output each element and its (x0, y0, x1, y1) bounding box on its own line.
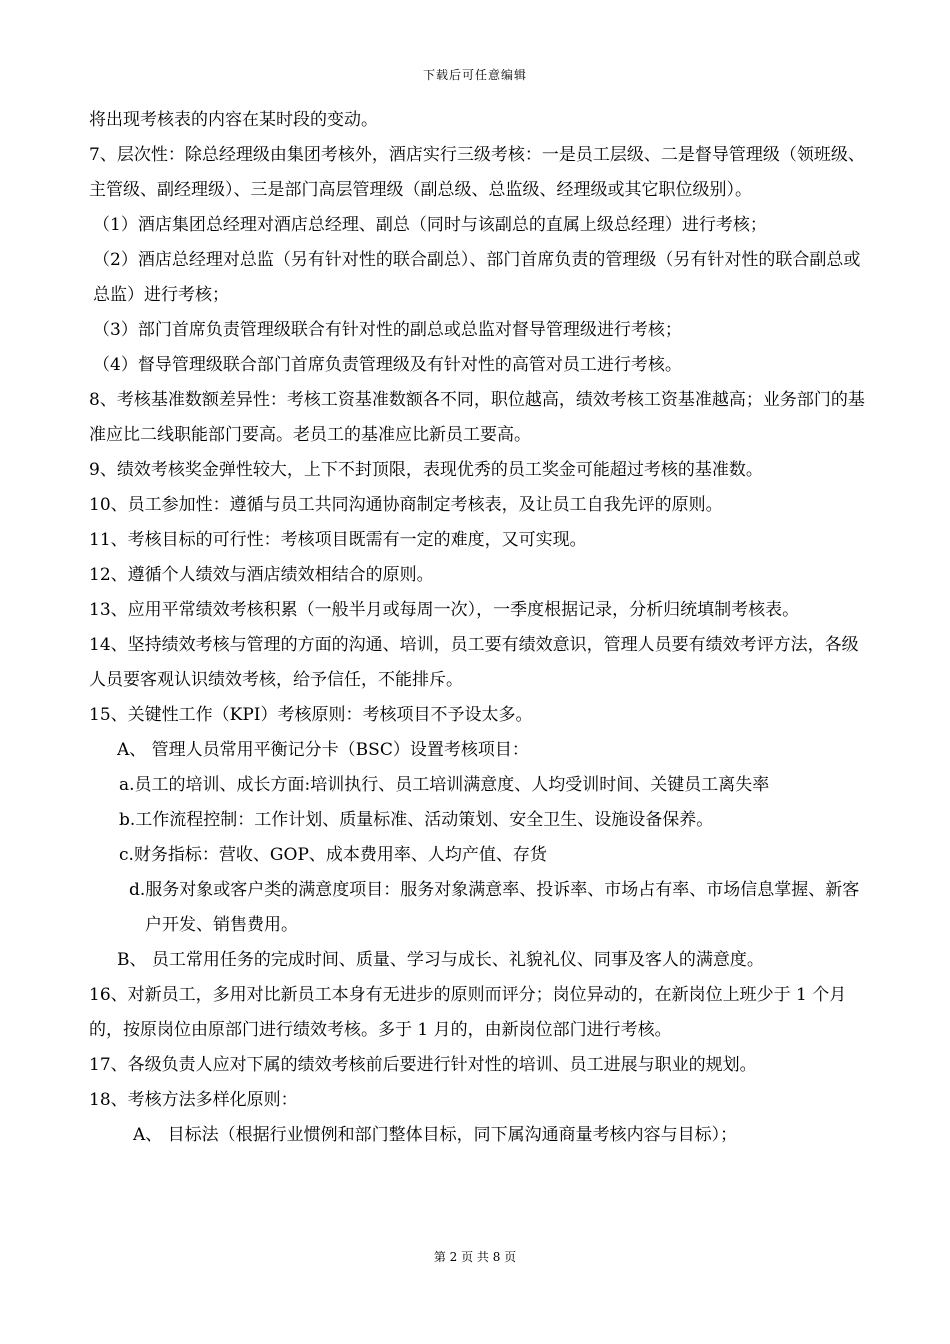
paragraph: 9、绩效考核奖金弹性较大，上下不封顶限，表现优秀的员工奖金可能超过考核的基准数。 (89, 460, 763, 480)
paragraph: 14、坚持绩效考核与管理的方面的沟通、培训，员工要有绩效意识，管理人员要有绩效考评方法，各级人员要客观认识绩效考核，给予信任，不能排斥。 (89, 635, 859, 690)
paragraph: （1）酒店集团总经理对酒店总经理、副总（同时与该副总的直属上级总经理）进行考核； (93, 215, 767, 235)
paragraph: 将出现考核表的内容在某时段的变动。 (89, 110, 378, 130)
paragraph: 12、遵循个人绩效与酒店绩效相结合的原则。 (89, 565, 434, 585)
list-item: a.员工的培训、成长方面:培训执行、员工培训满意度、人均受训时间、关键员工离失率 (119, 775, 770, 795)
paragraph: 11、考核目标的可行性：考核项目既需有一定的难度，又可实现。 (89, 530, 587, 550)
paragraph: 17、各级负责人应对下属的绩效考核前后要进行针对性的培训、员工进展与职业的规划。 (89, 1055, 757, 1075)
paragraph: 10、员工参加性：遵循与员工共同沟通协商制定考核表，及让员工自我先评的原则。 (89, 495, 723, 515)
paragraph: 18、考核方法多样化原则： (89, 1090, 298, 1110)
list-item: B、 员工常用任务的完成时间、质量、学习与成长、礼貌礼仪、同事及客人的满意度。 (117, 950, 764, 970)
paragraph: 7、层次性：除总经理级由集团考核外，酒店实行三级考核：一是员工层级、二是督导管理级（领班级、主管级、副经理级）、三是部门高层管理级（副总级、总监级、经理级或其它职位级别）。 (89, 145, 865, 200)
paragraph: 8、考核基准数额差异性：考核工资基准数额各不同，职位越高，绩效考核工资基准越高；业务部门的基准应比二线职能部门要高。老员工的基准应比新员工要高。 (89, 390, 865, 445)
paragraph: 13、应用平常绩效考核积累（一般半月或每周一次），一季度根据记录，分析归统填制考核表。 (89, 600, 800, 620)
paragraph: （2）酒店总经理对总监（另有针对性的联合副总）、部门首席负责的管理级（另有针对性的联合副总或总监）进行考核； (93, 250, 861, 305)
list-item: b.工作流程控制：工作计划、质量标准、活动策划、安全卫生、设施设备保养。 (119, 810, 714, 830)
paragraph: 15、关键性工作（KPI）考核原则：考核项目不予设太多。 (89, 705, 533, 725)
list-item: d.服务对象或客户类的满意度项目：服务对象满意率、投诉率、市场占有率、市场信息掌握、新客户开发、销售费用。 (129, 880, 860, 935)
document-body (89, 103, 869, 1153)
list-item: c.财务指标：营收、GOP、成本费用率、人均产值、存货 (119, 845, 547, 865)
paragraph: （4）督导管理级联合部门首席负责管理级及有针对性的高管对员工进行考核。 (93, 355, 682, 375)
paragraph: 16、对新员工，多用对比新员工本身有无进步的原则而评分；岗位异动的，在新岗位上班少于 1 个月的，按原岗位由原部门进行绩效考核。多于 1 月的，由新岗位部门进行考核。 (89, 985, 847, 1040)
page-header: 下载后可任意编辑 (422, 68, 527, 82)
list-item: A、 管理人员常用平衡记分卡（BSC）设置考核项目： (117, 740, 529, 760)
page-footer: 第 2 页 共 8 页 (433, 1250, 517, 1264)
list-item: A、 目标法（根据行业惯例和部门整体目标，同下属沟通商量考核内容与目标）； (133, 1125, 738, 1145)
paragraph: （3）部门首席负责管理级联合有针对性的副总或总监对督导管理级进行考核； (93, 320, 682, 340)
